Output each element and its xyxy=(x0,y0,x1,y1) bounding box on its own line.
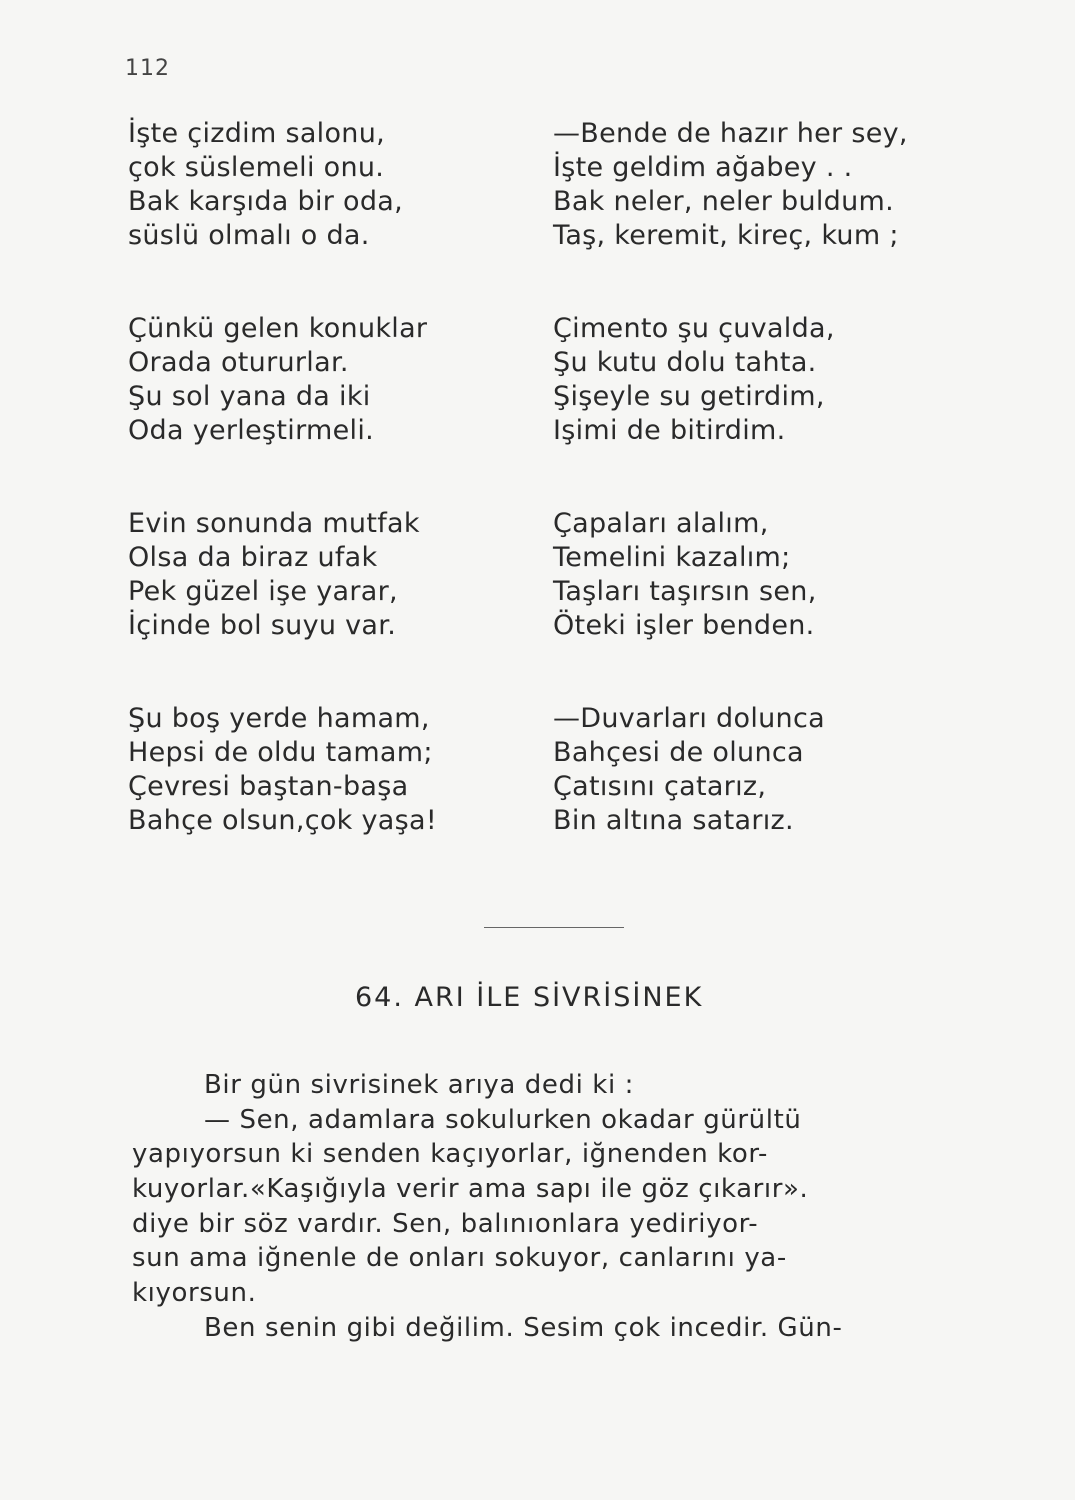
poem-line: Bahçe olsun,çok yaşa! xyxy=(128,805,437,836)
poem-line: Bin altına satarız. xyxy=(553,805,794,836)
prose-line: sun ama iğnenle de onları sokuyor, canlarını ya- xyxy=(132,1243,787,1274)
prose-line: Ben senin gibi değilim. Sesim çok incedir. Gün- xyxy=(204,1312,843,1343)
poem-line: Orada otururlar. xyxy=(128,347,349,378)
stanza xyxy=(128,312,568,507)
poem-line: İşte geldim ağabey . . xyxy=(553,152,853,183)
poem-line: Pek güzel işe yarar, xyxy=(128,576,398,607)
poem-line: Bahçesi de olunca xyxy=(553,737,804,768)
page-number: 112 xyxy=(125,56,170,81)
stanza xyxy=(553,117,993,312)
poem-line: Öteki işler benden. xyxy=(553,610,815,641)
prose-line: kuyorlar.«Kaşığıyla verir ama sapı ile göz çıkarır». xyxy=(132,1174,809,1205)
poem-line: Taşları taşırsın sen, xyxy=(553,576,817,607)
poem-line: Evin sonunda mutfak xyxy=(128,508,420,539)
stanza xyxy=(128,117,568,312)
stanza xyxy=(128,702,568,897)
prose-line: — Sen, adamlara sokulurken okadar gürültü xyxy=(204,1104,802,1135)
poem-line: İşte çizdim salonu, xyxy=(128,118,385,149)
story-title: 64. ARI İLE SİVRİSİNEK xyxy=(355,982,704,1013)
poem-line: Çünkü gelen konuklar xyxy=(128,313,428,344)
poem-right-column xyxy=(553,117,993,897)
stanza xyxy=(553,702,993,897)
poem-left-column xyxy=(128,117,568,897)
poem-line: —Bende de hazır her sey, xyxy=(553,118,908,149)
poem-line: süslü olmalı o da. xyxy=(128,220,370,251)
poem-line: Oda yerleştirmeli. xyxy=(128,415,375,446)
stanza xyxy=(128,507,568,702)
poem-line: Hepsi de oldu tamam; xyxy=(128,737,433,768)
poem-line: Şu sol yana da iki xyxy=(128,381,371,412)
poem-line: Çevresi baştan-başa xyxy=(128,771,409,802)
poem-line: Olsa da biraz ufak xyxy=(128,542,378,573)
poem-line: Şişeyle su getirdim, xyxy=(553,381,825,412)
story-text xyxy=(132,1068,977,1346)
poem-line: Temelini kazalım; xyxy=(553,542,791,573)
poem-line: çok süslemeli onu. xyxy=(128,152,385,183)
poem-line: Işimi de bitirdim. xyxy=(553,415,786,446)
prose-line: diye bir söz vardır. Sen, balınıonlara yediriyor- xyxy=(132,1208,759,1239)
stanza xyxy=(553,312,993,507)
poem-line: —Duvarları dolunca xyxy=(553,703,825,734)
poem-line: Taş, keremit, kireç, kum ; xyxy=(553,220,899,251)
poem-line: Şu boş yerde hamam, xyxy=(128,703,430,734)
prose-line: yapıyorsun ki senden kaçıyorlar, iğnenden kor- xyxy=(132,1139,768,1170)
poem-line: Bak karşıda bir oda, xyxy=(128,186,404,217)
prose-line: kıyorsun. xyxy=(132,1278,257,1309)
prose-line: Bir gün sivrisinek arıya dedi ki : xyxy=(204,1070,635,1100)
poem-line: Çimento şu çuvalda, xyxy=(553,313,835,344)
poem-line: Çapaları alalım, xyxy=(553,508,769,539)
poem-line: Çatısını çatarız, xyxy=(553,771,767,802)
section-divider xyxy=(484,927,624,928)
stanza xyxy=(553,507,993,702)
poem-line: Bak neler, neler buldum. xyxy=(553,186,894,217)
poem-line: İçinde bol suyu var. xyxy=(128,610,397,641)
poem-line: Şu kutu dolu tahta. xyxy=(553,347,817,378)
